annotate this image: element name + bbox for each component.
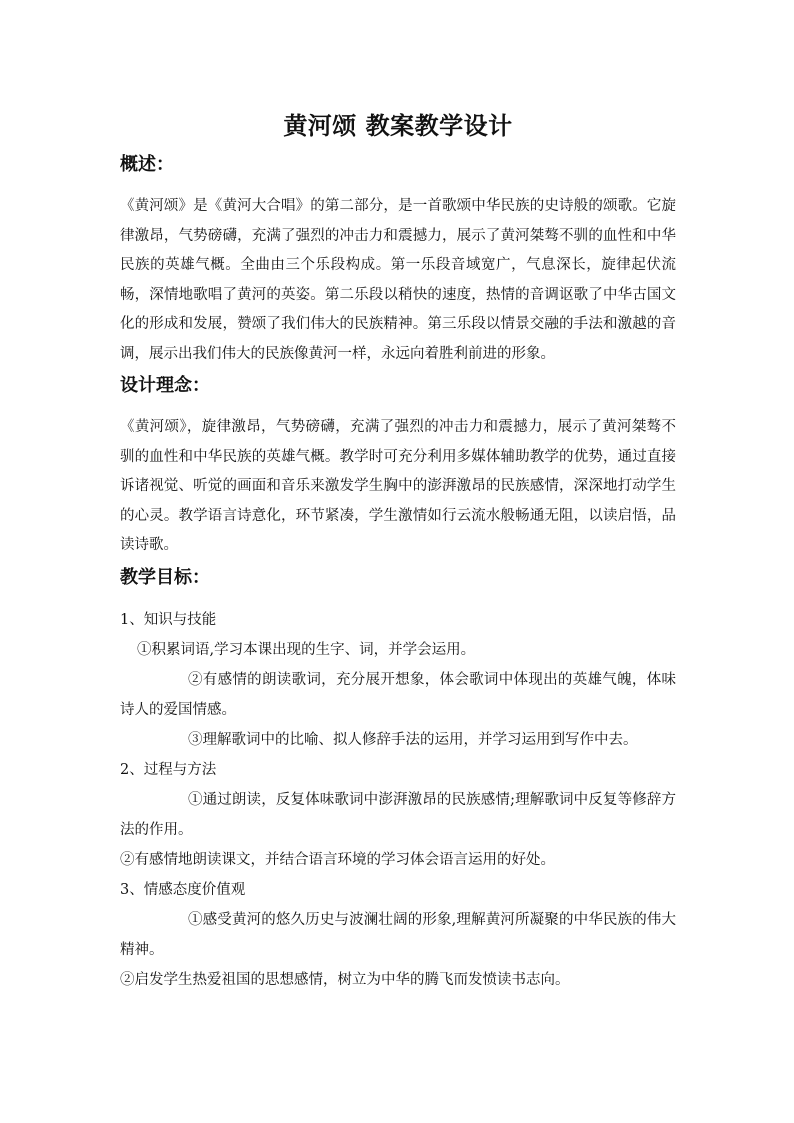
objective-process-label: 2、过程与方法 [120, 761, 217, 778]
overview-section [120, 150, 676, 369]
overview-heading: 概述： [120, 154, 174, 175]
objective-knowledge-item-1: ①积累词语,学习本课出现的生字、词，并学会运用。 [137, 641, 476, 658]
design-concept-heading: 设计理念： [120, 375, 210, 396]
design-concept-paragraph: 《黄河颂》，旋律激昂，气势磅礴，充满了强烈的冲击力和震撼力，展示了黄河桀骜不驯的血性和中华民族的英雄气概。教学时可充分利用多媒体辅助教学的优势，通过直接诉诸视觉、听觉的画面和音乐来激发学生胸中的澎湃激昂的民族感情，深深地打动学生的心灵。教学语言诗意化，环节紧凑，学生激情如行云流水般畅通无阻，以读启悟，品读诗歌。 [120, 419, 676, 553]
overview-paragraph: 《黄河颂》是《黄河大合唱》的第二部分，是一首歌颂中华民族的史诗般的颂歌。它旋律激昂，气势磅礴，充满了强烈的冲击力和震撼力，展示了黄河桀骜不驯的血性和中华民族的英雄气概。全曲由三个乐段构成。第一乐段音域宽广，气息深长，旋律起伏流畅，深情地歌唱了黄河的英姿。第二乐段以稍快的速度，热情的音调讴歌了中华古国文化的形成和发展，赞颂了我们伟大的民族精神。第三乐段以情景交融的手法和激越的音调，展示出我们伟大的民族像黄河一样，永远向着胜利前进的形象。 [120, 198, 676, 362]
objective-process-item-2: ②有感情地朗读课文，并结合语言环境的学习体会语言运用的好处。 [120, 851, 555, 868]
document-title: 黄河颂 教案教学设计 [283, 111, 513, 140]
objective-emotion-item-1: ①感受黄河的悠久历史与波澜壮阔的形象,理解黄河所凝聚的中华民族的伟大精神。 [120, 911, 676, 958]
document-body [120, 108, 676, 995]
objective-knowledge-item-2: ②有感情的朗读歌词，充分展开想象，体会歌词中体现出的英雄气魄，体味诗人的爱国情感。 [120, 671, 676, 718]
objective-knowledge-item-3: ③理解歌词中的比喻、拟人修辞手法的运用，并学习运用到写作中去。 [188, 731, 638, 748]
design-concept-section [120, 371, 676, 561]
objectives-section [120, 563, 676, 995]
objective-emotion-label: 3、情感态度价值观 [120, 881, 246, 898]
objective-process-item-1: ①通过朗读，反复体味歌词中澎湃激昂的民族感情;理解歌词中反复等修辞方法的作用。 [120, 791, 676, 838]
objective-emotion-item-2: ②启发学生热爱祖国的思想感情，树立为中华的腾飞而发愤读书志向。 [120, 971, 570, 988]
objective-knowledge-label: 1、知识与技能 [120, 611, 217, 628]
objectives-heading: 教学目标： [120, 566, 210, 588]
